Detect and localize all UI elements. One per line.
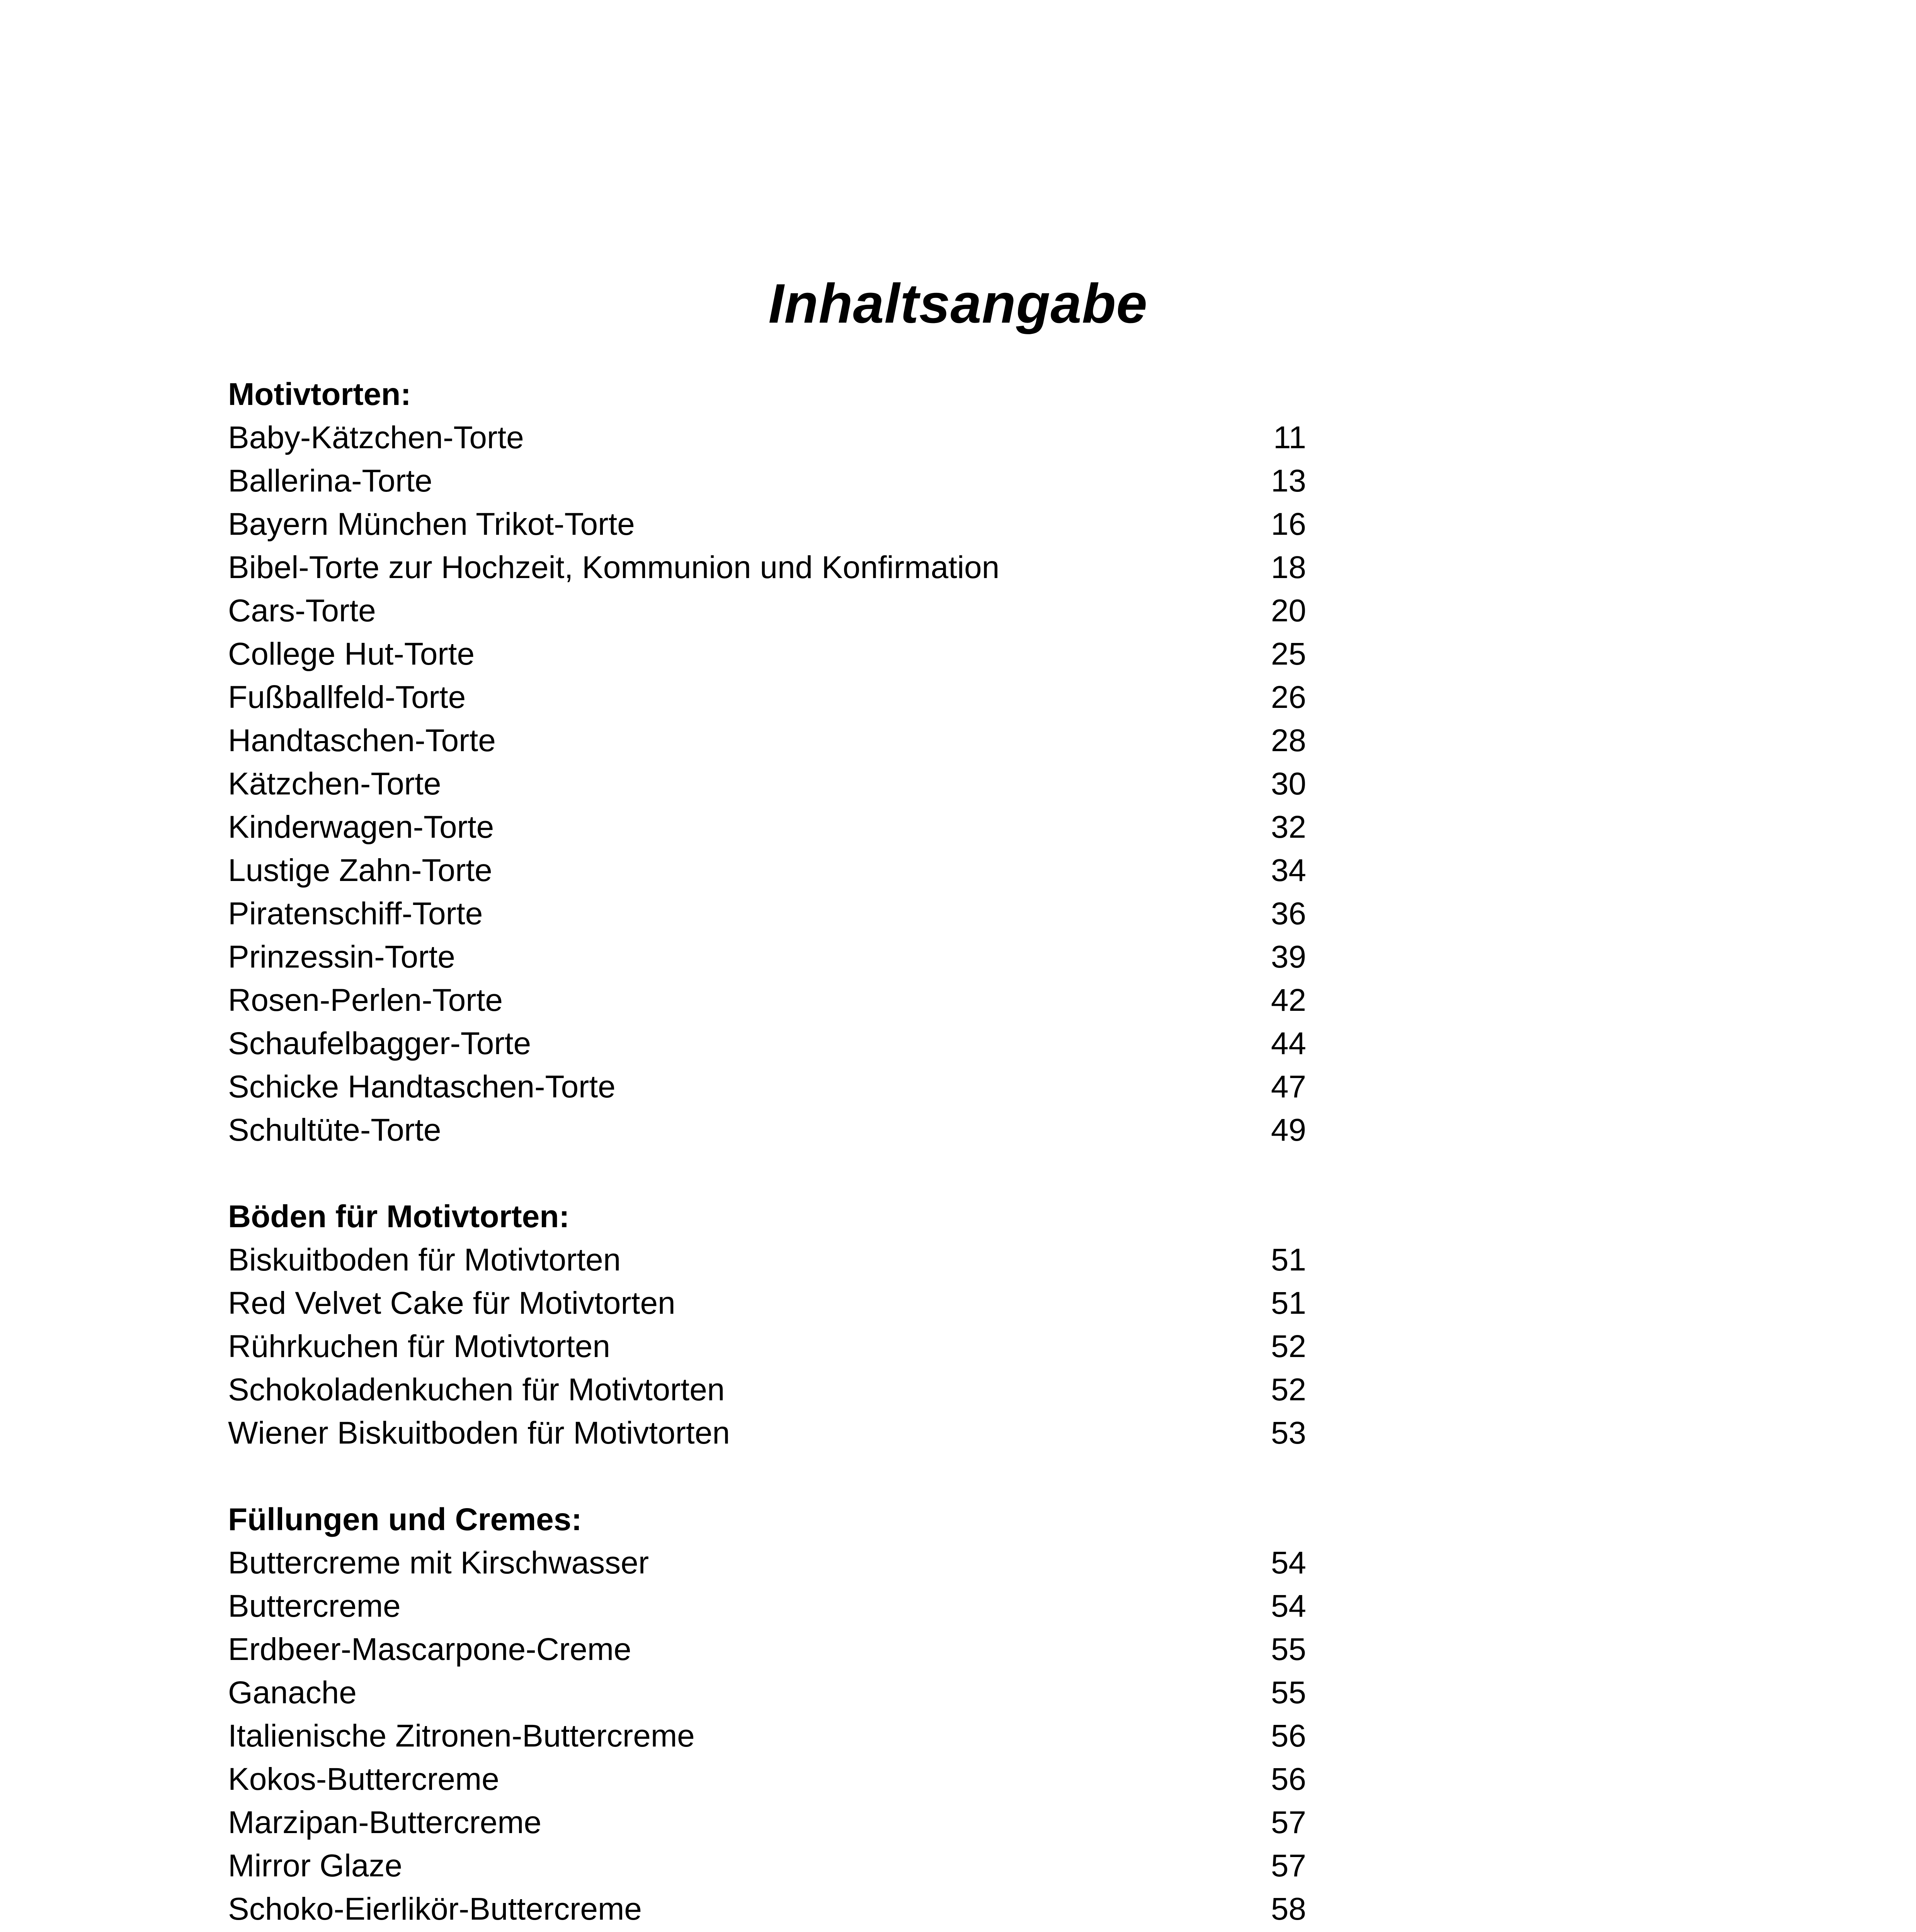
section-heading: Füllungen und Cremes:: [228, 1502, 582, 1537]
toc-section: [228, 1498, 1306, 1932]
entry-title: Prinzessin-Torte: [228, 939, 455, 975]
entry-page-number: 54: [1271, 1588, 1306, 1624]
toc-entry: [228, 806, 1306, 849]
page-title: Inhaltsangabe: [768, 272, 1148, 335]
entry-page-number: 26: [1271, 680, 1306, 715]
entry-title: Red Velvet Cake für Motivtorten: [228, 1286, 676, 1321]
entry-title: Kätzchen-Torte: [228, 766, 441, 801]
entry-title: Kokos-Buttercreme: [228, 1762, 499, 1797]
entry-title: Mirror Glaze: [228, 1848, 403, 1883]
entry-page-number: 28: [1271, 723, 1306, 758]
entry-page-number: 57: [1271, 1805, 1306, 1840]
entry-title: Piratenschiff-Torte: [228, 896, 483, 931]
entry-title: Schicke Handtaschen-Torte: [228, 1069, 616, 1104]
entry-title: Rührkuchen für Motivtorten: [228, 1329, 611, 1364]
entry-page-number: 18: [1271, 550, 1306, 585]
toc-entry: [228, 1671, 1306, 1714]
toc-entry: [228, 1758, 1306, 1801]
entry-title: Rosen-Perlen-Torte: [228, 983, 503, 1018]
toc-entry: [228, 1714, 1306, 1758]
entry-page-number: 53: [1271, 1415, 1306, 1451]
entry-page-number: 56: [1271, 1762, 1306, 1797]
entry-page-number: 32: [1271, 810, 1306, 845]
entry-page-number: 30: [1271, 766, 1306, 801]
toc-entry: [228, 762, 1306, 806]
entry-page-number: 44: [1271, 1026, 1306, 1061]
toc-entry: [228, 1888, 1306, 1931]
entry-title: Bibel-Torte zur Hochzeit, Kommunion und Konfirmation: [228, 550, 1000, 585]
entry-page-number: 34: [1271, 853, 1306, 888]
entry-title: Fußballfeld-Torte: [228, 680, 466, 715]
entry-page-number: 52: [1271, 1372, 1306, 1407]
toc-section: [228, 1195, 1306, 1455]
toc-entry: [228, 892, 1306, 935]
entry-title: Ganache: [228, 1675, 357, 1710]
entry-page-number: 39: [1271, 939, 1306, 975]
toc-entry: [228, 1325, 1306, 1368]
toc-entry: [228, 1022, 1306, 1065]
toc-entry: [228, 1801, 1306, 1844]
entry-title: Italienische Zitronen-Buttercreme: [228, 1718, 695, 1753]
entry-title: Ballerina-Torte: [228, 463, 432, 498]
toc-entry: [228, 719, 1306, 762]
toc-entry: [228, 1628, 1306, 1671]
entry-page-number: 42: [1271, 983, 1306, 1018]
entry-page-number: 13: [1271, 463, 1306, 498]
entry-page-number: 54: [1271, 1545, 1306, 1580]
entry-page-number: 47: [1271, 1069, 1306, 1104]
entry-title: Baby-Kätzchen-Torte: [228, 420, 524, 455]
entry-page-number: 11: [1273, 420, 1306, 455]
toc-entry: [228, 459, 1306, 503]
toc-entry: [228, 1368, 1306, 1412]
entry-page-number: 36: [1271, 896, 1306, 931]
entry-title: Wiener Biskuitboden für Motivtorten: [228, 1415, 730, 1451]
toc-entry: [228, 1541, 1306, 1585]
entry-title: Lustige Zahn-Torte: [228, 853, 492, 888]
entry-title: College Hut-Torte: [228, 636, 475, 672]
entry-page-number: 55: [1271, 1675, 1306, 1710]
entry-title: Biskuitboden für Motivtorten: [228, 1242, 621, 1277]
entry-title: Cars-Torte: [228, 593, 376, 628]
entry-title: Buttercreme mit Kirschwasser: [228, 1545, 649, 1580]
toc-entry: [228, 546, 1306, 589]
entry-page-number: 56: [1271, 1718, 1306, 1753]
section-heading: Motivtorten:: [228, 377, 411, 412]
entry-page-number: 55: [1271, 1632, 1306, 1667]
toc-entry: [228, 676, 1306, 719]
toc-entry: [228, 1065, 1306, 1109]
entry-title: Erdbeer-Mascarpone-Creme: [228, 1632, 631, 1667]
toc-entry: [228, 935, 1306, 979]
toc-entry: [228, 979, 1306, 1022]
toc-entry: [228, 1238, 1306, 1282]
toc-entry: [228, 503, 1306, 546]
entry-title: Kinderwagen-Torte: [228, 810, 494, 845]
toc-entry: [228, 589, 1306, 633]
toc-entry: [228, 1109, 1306, 1152]
toc-entry: [228, 1585, 1306, 1628]
entry-title: Marzipan-Buttercreme: [228, 1805, 542, 1840]
entry-title: Schultüte-Torte: [228, 1112, 441, 1148]
toc-entry: [228, 1282, 1306, 1325]
entry-title: Schoko-Eierlikör-Buttercreme: [228, 1891, 642, 1927]
toc-section: [228, 373, 1306, 1152]
entry-page-number: 16: [1271, 507, 1306, 542]
toc-entry: [228, 416, 1306, 459]
entry-page-number: 58: [1271, 1891, 1306, 1927]
entry-page-number: 52: [1271, 1329, 1306, 1364]
entry-title: Buttercreme: [228, 1588, 401, 1624]
table-of-contents: [228, 373, 1306, 1932]
toc-entry: [228, 1844, 1306, 1888]
entry-page-number: 57: [1271, 1848, 1306, 1883]
entry-page-number: 20: [1271, 593, 1306, 628]
toc-entry: [228, 849, 1306, 892]
toc-entry: [228, 1412, 1306, 1455]
section-heading: Böden für Motivtorten:: [228, 1199, 570, 1234]
toc-entry: [228, 633, 1306, 676]
entry-page-number: 49: [1271, 1112, 1306, 1148]
entry-page-number: 51: [1271, 1242, 1306, 1277]
entry-title: Schokoladenkuchen für Motivtorten: [228, 1372, 725, 1407]
entry-page-number: 25: [1271, 636, 1306, 672]
entry-page-number: 51: [1271, 1286, 1306, 1321]
entry-title: Schaufelbagger-Torte: [228, 1026, 531, 1061]
entry-title: Handtaschen-Torte: [228, 723, 496, 758]
entry-title: Bayern München Trikot-Torte: [228, 507, 635, 542]
